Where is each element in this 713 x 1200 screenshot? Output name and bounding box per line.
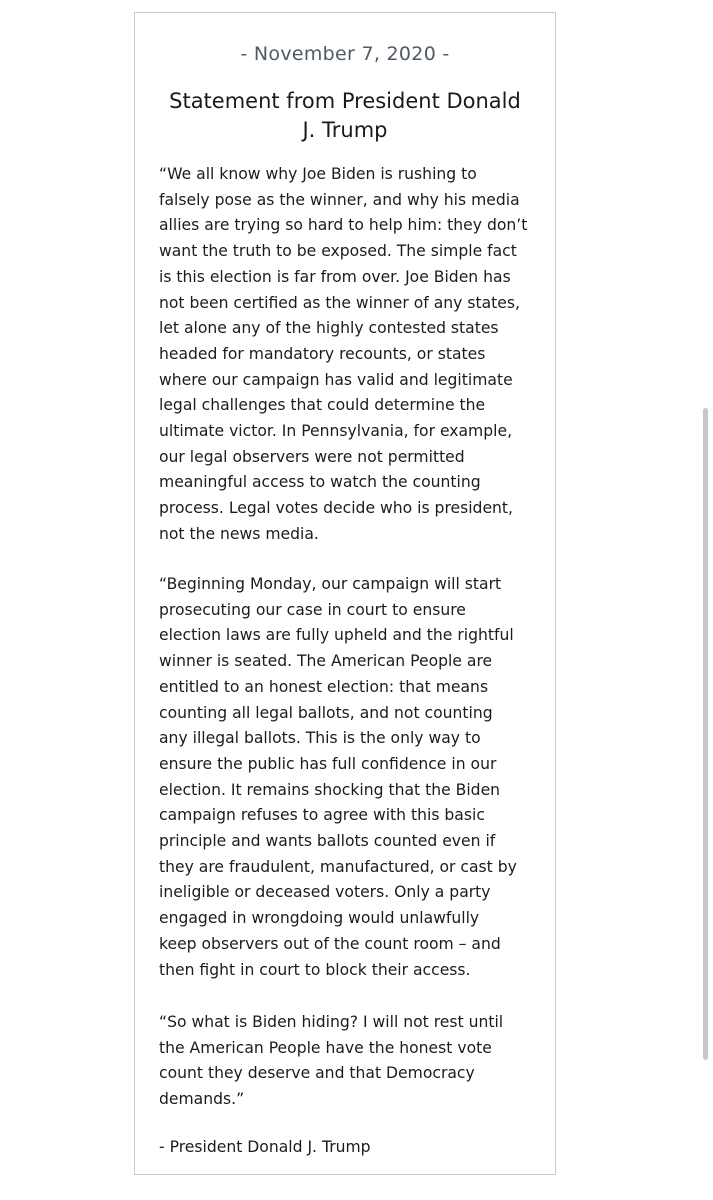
statement-date: - November 7, 2020 - — [240, 43, 450, 65]
text-line: not the news media. — [159, 524, 319, 543]
title-line: Statement from President Donald — [169, 89, 521, 113]
text-line: counting all legal ballots, and not counting — [159, 703, 493, 722]
text-line: falsely pose as the winner, and why his media — [159, 190, 520, 209]
text-line: they are fraudulent, manufactured, or cast by — [159, 857, 517, 876]
text-line: want the truth to be exposed. The simple fact — [159, 242, 517, 261]
statement-paragraph-3 — [159, 1010, 539, 1113]
text-line: ensure the public has full confidence in our — [159, 754, 497, 773]
statement-title — [157, 87, 533, 145]
text-line: our legal observers were not permitted — [159, 447, 465, 466]
text-line: then fight in court to block their access. — [159, 960, 471, 979]
text-line: entitled to an honest election: that means — [159, 677, 489, 696]
text-line: process. Legal votes decide who is president, — [159, 499, 514, 518]
text-line: election. It remains shocking that the Biden — [159, 780, 501, 799]
text-line: “So what is Biden hiding? I will not rest until — [159, 1013, 504, 1031]
text-line: “We all know why Joe Biden is rushing to — [159, 165, 477, 183]
text-line: the American People have the honest vote — [159, 1038, 492, 1057]
text-line: prosecuting our case in court to ensure — [159, 600, 466, 619]
text-line: winner is seated. The American People are — [159, 652, 493, 671]
text-line: campaign refuses to agree with this basic — [159, 806, 485, 825]
text-line: where our campaign has valid and legitimate — [159, 370, 513, 389]
text-line: “Beginning Monday, our campaign will start — [159, 575, 502, 593]
vertical-scrollbar[interactable] — [703, 408, 708, 1060]
text-line: engaged in wrongdoing would unlawfully — [159, 909, 480, 928]
text-line: keep observers out of the count room – and — [159, 934, 501, 953]
text-line: demands.” — [159, 1090, 245, 1109]
text-line: election laws are fully upheld and the rightful — [159, 626, 514, 645]
text-line: any illegal ballots. This is the only way to — [159, 729, 481, 748]
text-line: ineligible or deceased voters. Only a party — [159, 883, 491, 902]
text-line: let alone any of the highly contested states — [159, 319, 499, 338]
text-line: meaningful access to watch the counting — [159, 473, 481, 492]
text-line: allies are trying so hard to help him: they don’t — [159, 216, 528, 235]
text-line: count they deserve and that Democracy — [159, 1064, 475, 1083]
text-line: legal challenges that could determine the — [159, 396, 486, 415]
text-line: is this election is far from over. Joe Biden has — [159, 267, 511, 286]
text-line: headed for mandatory recounts, or states — [159, 344, 486, 363]
title-line: J. Trump — [302, 118, 388, 142]
statement-paragraph-1 — [159, 162, 539, 548]
statement-card — [134, 12, 556, 1175]
text-line: principle and wants ballots counted even if — [159, 832, 496, 851]
text-line: ultimate victor. In Pennsylvania, for example, — [159, 422, 513, 441]
statement-paragraph-2 — [159, 572, 539, 983]
text-line: not been certified as the winner of any states, — [159, 293, 520, 312]
statement-signature: - President Donald J. Trump — [159, 1138, 371, 1156]
